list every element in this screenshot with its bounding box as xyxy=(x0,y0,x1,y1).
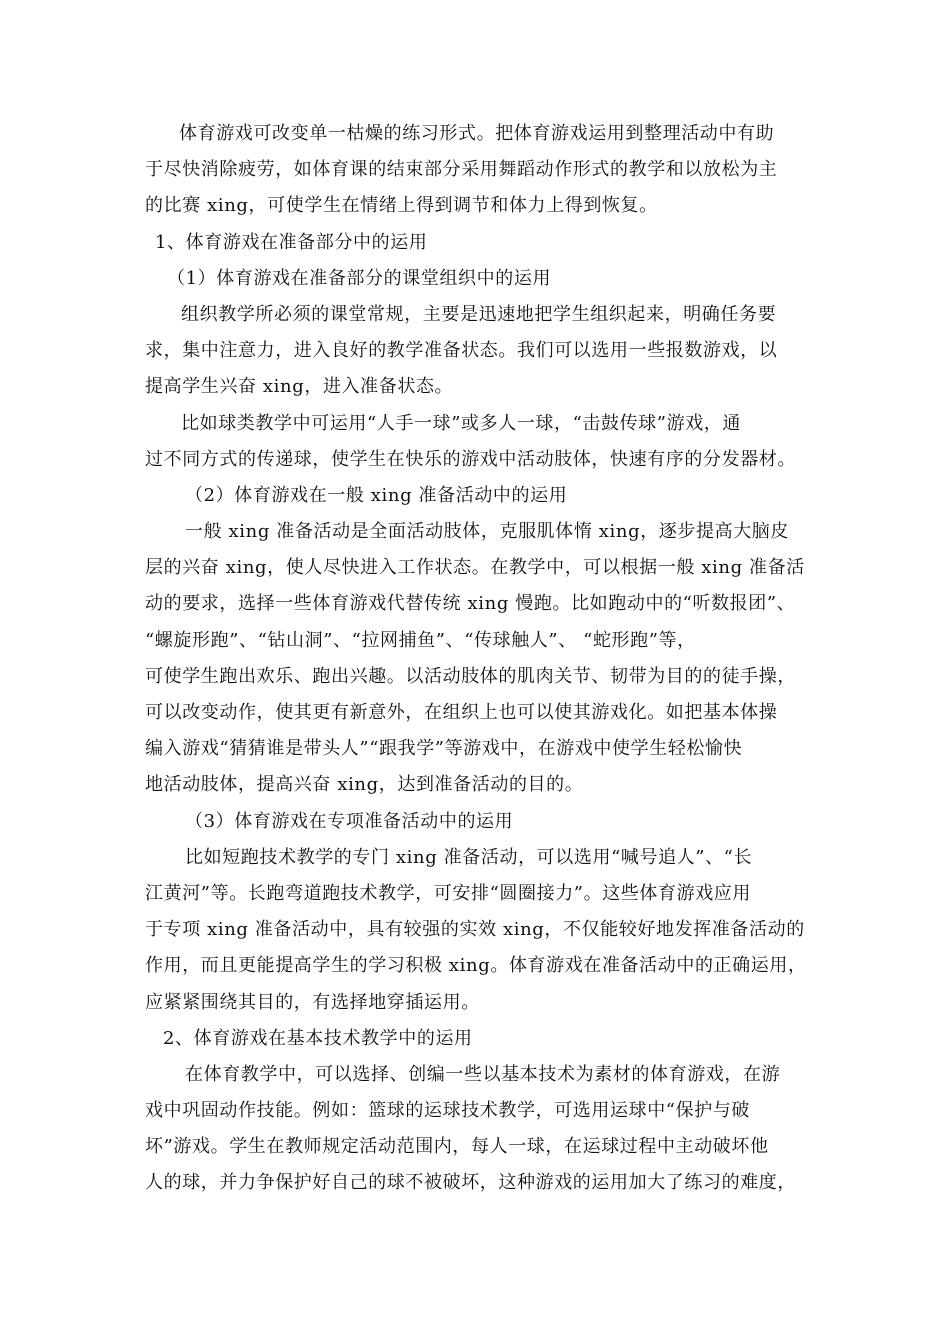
paragraph-line: 一般 xing 准备活动是全面活动肢体，克服肌体惰 xing，逐步提高大脑皮 xyxy=(185,521,790,543)
paragraph-line: 比如球类教学中可运用“人手一球”或多人一球，“击鼓传球”游戏，通 xyxy=(181,412,742,434)
paragraph-line: 于尽快消除疲劳，如体育课的结束部分采用舞蹈动作形式的教学和以放松为主 xyxy=(145,159,778,181)
paragraph-line: 组织教学所必须的课堂常规，主要是迅速地把学生组织起来，明确任务要 xyxy=(181,303,777,325)
paragraph-line: 动的要求，选择一些体育游戏代替传统 xing 慢跑。比如跑动中的“听数报团”、 xyxy=(145,593,796,615)
paragraph-line: 的比赛 xing，可使学生在情绪上得到调节和体力上得到恢复。 xyxy=(145,195,658,217)
paragraph-line: 地活动肢体，提高兴奋 xing，达到准备活动的目的。 xyxy=(145,774,584,796)
document-body xyxy=(145,116,815,1202)
paragraph-line: “螺旋形跑”、“钻山洞”、“拉网捕鱼”、“传球触人”、 “蛇形跑”等， xyxy=(145,629,696,651)
paragraph-line: 人的球，并力争保护好自己的球不被破坏，这种游戏的运用加大了练习的难度， xyxy=(145,1172,796,1194)
section-heading: 1、体育游戏在准备部分中的运用 xyxy=(155,231,428,253)
paragraph-line: 作用，而且更能提高学生的学习积极 xing。体育游戏在准备活动中的正确运用， xyxy=(145,955,807,977)
paragraph-line: 提高学生兴奋 xing，进入准备状态。 xyxy=(145,376,454,398)
paragraph-line: 过不同方式的传递球，使学生在快乐的游戏中活动肢体，快速有序的分发器材。 xyxy=(145,448,796,470)
paragraph-line: 于专项 xing 准备活动中，具有较强的实效 xing，不仅能较好地发挥准备活动的 xyxy=(145,919,805,941)
paragraph-line: 可使学生跑出欢乐、跑出兴趣。以活动肢体的肌肉关节、韧带为目的的徒手操， xyxy=(145,665,796,687)
paragraph-line: 戏中巩固动作技能。例如：篮球的运球技术教学，可选用运球中“保护与破 xyxy=(145,1100,750,1122)
paragraph-line: 体育游戏可改变单一枯燥的练习形式。把体育游戏运用到整理活动中有助 xyxy=(179,123,775,144)
paragraph-line: 求，集中注意力，进入良好的教学准备状态。我们可以选用一些报数游戏，以 xyxy=(145,340,778,362)
subsection-heading: （3）体育游戏在专项准备活动中的运用 xyxy=(185,810,514,832)
paragraph-line: 编入游戏“猜猜谁是带头人”“跟我学”等游戏中，在游戏中使学生轻松愉快 xyxy=(145,738,743,760)
paragraph-line: 江黄河”等。长跑弯道跑技术教学，可安排“圆圈接力”。这些体育游戏应用 xyxy=(145,882,752,904)
paragraph-line: 坏”游戏。学生在教师规定活动范围内，每人一球，在运球过程中主动破坏他 xyxy=(145,1136,769,1158)
subsection-heading: （2）体育游戏在一般 xing 准备活动中的运用 xyxy=(185,484,568,506)
paragraph-line: 应紧紧围绕其目的，有选择地穿插运用。 xyxy=(145,991,480,1013)
paragraph-line: 在体育教学中，可以选择、创编一些以基本技术为素材的体育游戏，在游 xyxy=(185,1063,781,1085)
section-heading: 2、体育游戏在基本技术教学中的运用 xyxy=(163,1027,473,1049)
paragraph-line: 比如短跑技术教学的专门 xing 准备活动，可以选用“喊号追人”、“长 xyxy=(185,846,753,868)
paragraph-line: 可以改变动作，使其更有新意外，在组织上也可以使其游戏化。如把基本体操 xyxy=(145,702,778,723)
paragraph-line: 层的兴奋 xing，使人尽快进入工作状态。在教学中，可以根据一般 xing 准备活 xyxy=(145,557,805,579)
subsection-heading: （1）体育游戏在准备部分的课堂组织中的运用 xyxy=(167,267,552,289)
